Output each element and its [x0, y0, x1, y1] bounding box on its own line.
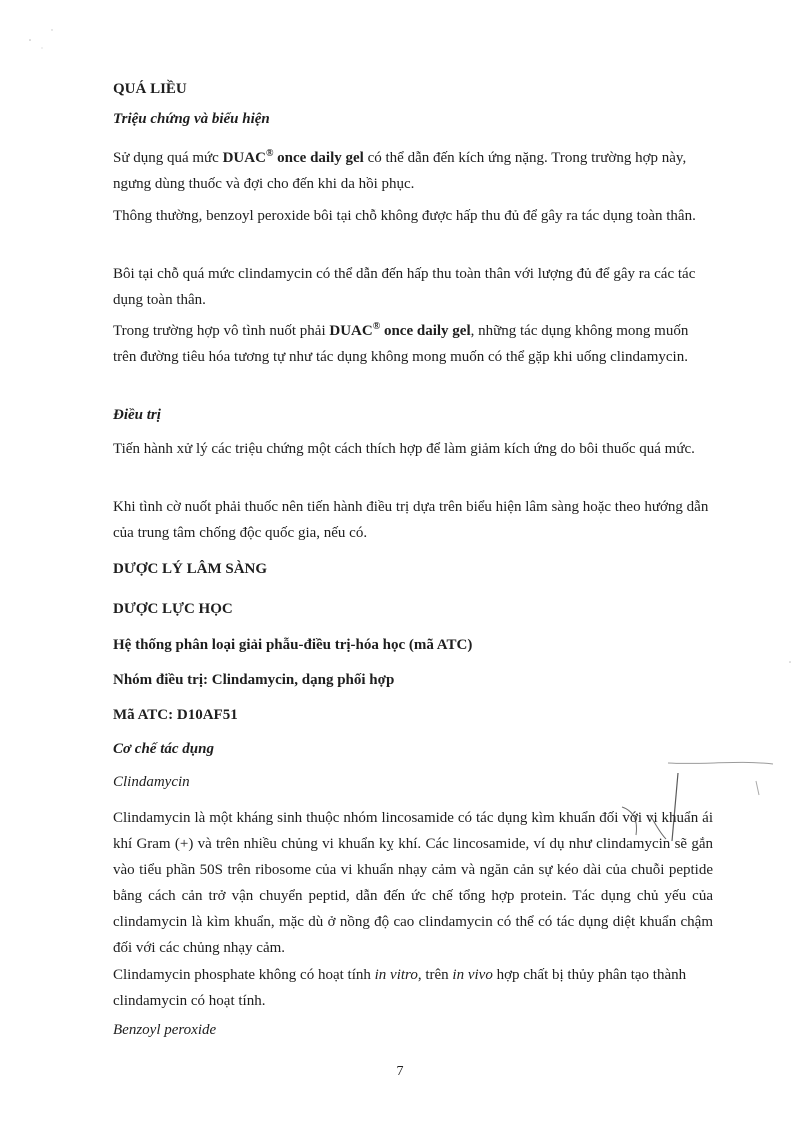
text-run: Trong trường hợp vô tình nuốt phải — [113, 323, 330, 339]
text-run: in vitro — [374, 967, 418, 983]
symptoms-heading: Triệu chứng và biểu hiện — [113, 111, 270, 127]
overdose-paragraph-1 — [113, 145, 713, 197]
text-run: , trên — [417, 967, 453, 983]
overdose-paragraph-4 — [113, 318, 713, 370]
text-run: có thể dẫn đến kích ứng nặng. Trong trường hợp này, ngưng dùng thuốc và đợi cho đến khi da hồi phục. — [113, 150, 687, 192]
treatment-heading: Điều trị — [113, 407, 161, 423]
text-run: hợp chất bị thủy phân tạo thành clindamycin có hoạt tính. — [113, 967, 687, 1009]
mechanism-heading: Cơ chế tác dụng — [113, 741, 214, 757]
text-run: ® — [265, 148, 274, 159]
benzoyl-peroxide-subheading: Benzoyl peroxide — [113, 1022, 217, 1038]
atc-code-heading: Mã ATC: D10AF51 — [113, 707, 238, 723]
text-run: DUAC — [222, 150, 266, 166]
text-run: Clindamycin phosphate không có hoạt tính — [113, 967, 375, 983]
overdose-paragraph-3: Bôi tại chỗ quá mức clindamycin có thể dẫn đến hấp thu toàn thân với lượng đủ để gây ra các tác dụng toàn thân. — [113, 266, 696, 308]
pharmacodynamics-heading: DƯỢC LỰC HỌC — [113, 601, 233, 617]
clindamycin-phosphate-paragraph — [113, 962, 713, 1014]
text-run: , những tác dụng không mong muốn trên đường tiêu hóa tương tự như tác dụng không mong muốn có thể gặp khi uống clindamycin. — [113, 323, 689, 365]
page-number: 7 — [396, 1064, 404, 1079]
clindamycin-subheading: Clindamycin — [113, 774, 190, 790]
treatment-paragraph-2: Khi tình cờ nuốt phải thuốc nên tiến hành điều trị dựa trên biểu hiện lâm sàng hoặc theo hướng dẫn của trung tâm chống độc quốc gia, nếu có. — [113, 499, 709, 541]
clinical-pharmacology-heading: DƯỢC LÝ LÂM SÀNG — [113, 561, 268, 577]
clindamycin-paragraph: Clindamycin là một kháng sinh thuộc nhóm lincosamide có tác dụng kìm khuẩn đối với vi khuẩn ái khí Gram (+) và trên nhiều chủng vi khuẩn kỵ khí. Các lincosamide, ví dụ như clindamycin sẽ gắn vào tiểu phần 50S trên ribosome của vi khuẩn nhạy cảm và ngăn cản sự kéo dài của chuỗi peptide bằng cách cản trở vận chuyển peptid, dẫn đến ức chế tổng hợp protein. Tác dụng chủ yếu của clindamycin là kìm khuẩn, mặc dù ở nồng độ cao clindamycin có thể có tác dụng diệt khuẩn chậm đối với các chủng nhạy cảm. — [113, 810, 713, 956]
text-run: ® — [372, 321, 381, 332]
text-run: Sử dụng quá mức — [113, 150, 223, 166]
text-run: DUAC — [329, 323, 373, 339]
treatment-paragraph-1: Tiến hành xử lý các triệu chứng một cách thích hợp để làm giảm kích ứng do bôi thuốc quá mức. — [113, 441, 695, 457]
therapeutic-group-heading: Nhóm điều trị: Clindamycin, dạng phối hợp — [113, 672, 395, 688]
text-run: once daily gel — [273, 150, 364, 166]
overdose-heading: QUÁ LIỀU — [113, 81, 187, 97]
atc-system-heading: Hệ thống phân loại giải phẫu-điều trị-hóa học (mã ATC) — [113, 637, 473, 653]
overdose-paragraph-2: Thông thường, benzoyl peroxide bôi tại chỗ không được hấp thu đủ để gây ra tác dụng toàn thân. — [113, 208, 696, 224]
text-run: in vivo — [452, 967, 493, 983]
text-run: once daily gel — [380, 323, 471, 339]
